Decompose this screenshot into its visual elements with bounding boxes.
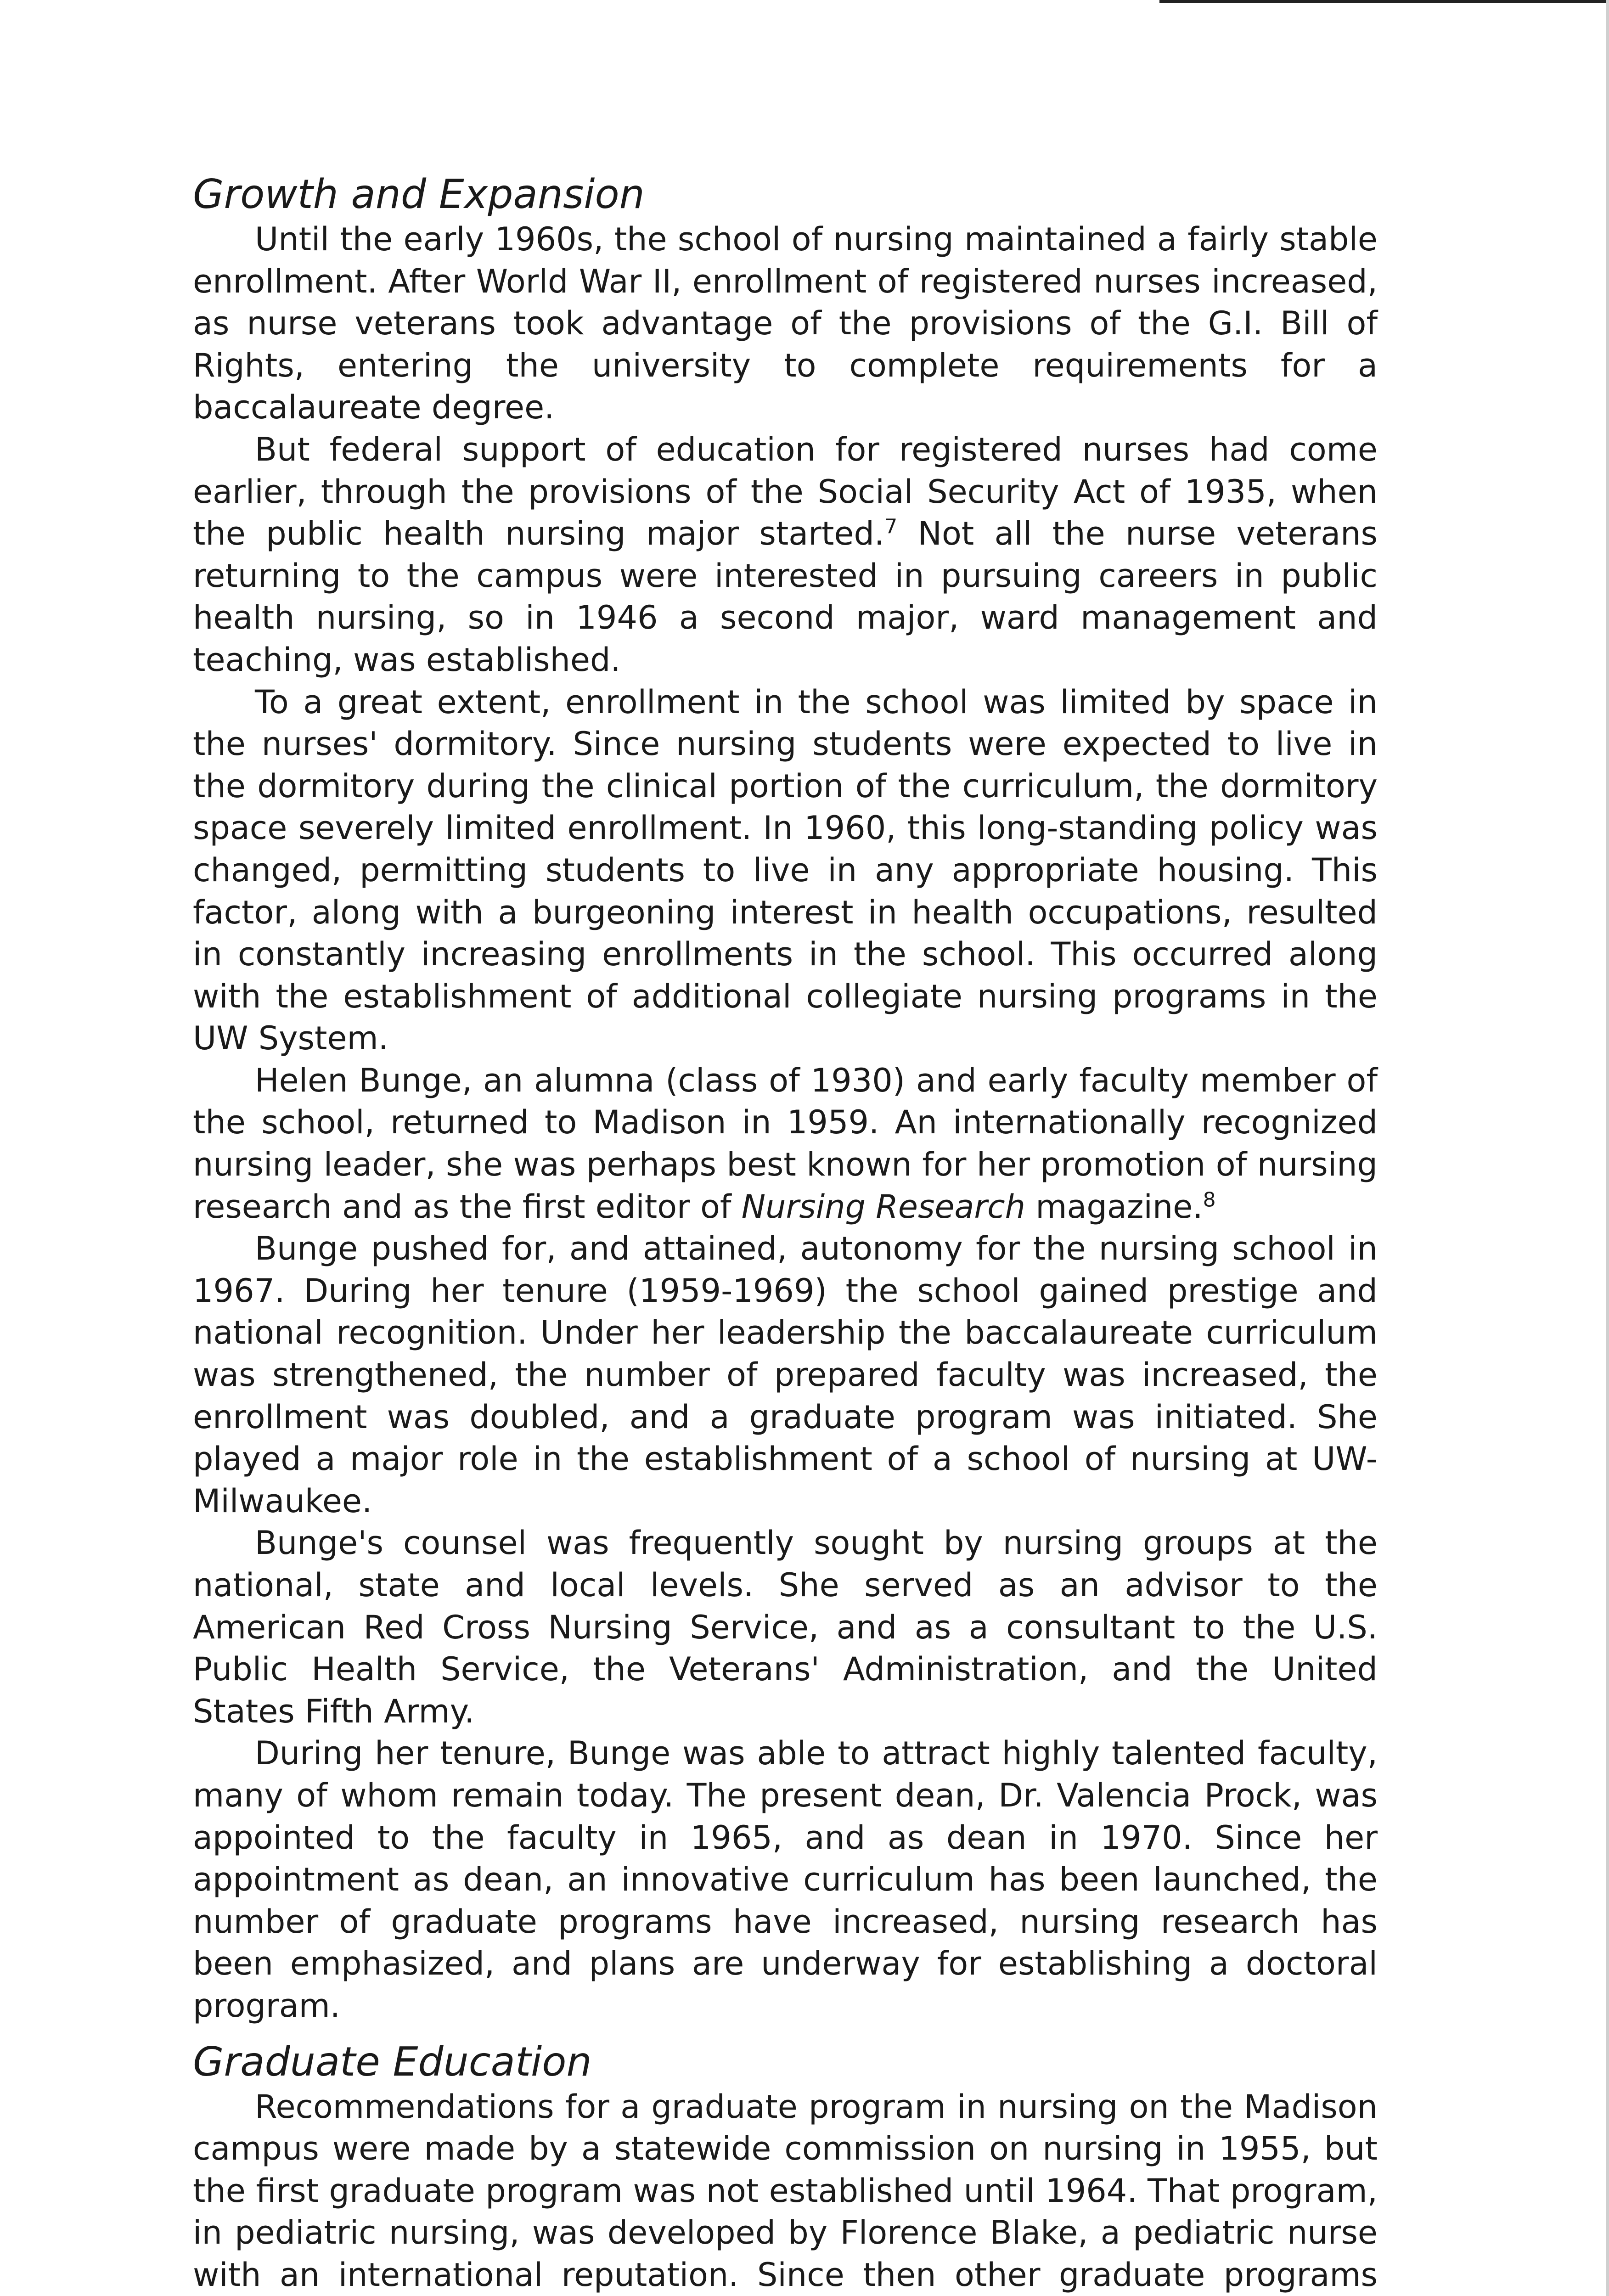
paragraph-text: To a great extent, enrollment in the school was limited by space in the nurses' dormitory. Since nursing students were expected to live in the dormitory during the clinical portion of the curriculum, the dormitory space severely limited enrollment. In 1960, this long-standing policy was changed, permitting students to live in any appropriate housing. This factor, along with a burgeoning interest in health occupations, resulted in constantly increasing enrollments in the school. This occurred along with the establishment of additional collegiate nursing programs in the UW System.	[193, 683, 1378, 1058]
paragraph	[193, 1733, 1378, 2027]
paragraph	[193, 1228, 1378, 1522]
paragraph	[193, 681, 1378, 1060]
paragraph	[193, 1522, 1378, 1733]
paragraph-text: Helen Bunge, an alumna (class of 1930) and early faculty member of the school, returned to Madison in 1959. An internationally recognized nursing leader, she was perhaps best known for her promotion of nursing research and as the first editor of	[193, 1061, 1378, 1226]
footnote-marker: 8	[1203, 1188, 1216, 1212]
paragraph	[193, 429, 1378, 681]
paragraph-text: During her tenure, Bunge was able to attract highly talented faculty, many of whom remain today. The present dean, Dr. Valencia Prock, was appointed to the faculty in 1965, and as dean in 1970. Since her appointment as dean, an innovative curriculum has been launched, the number of graduate programs have increased, nursing research has been emphasized, and plans are underway for establishing a doctoral program.	[193, 1734, 1378, 2025]
journal-title: Nursing Research	[741, 1187, 1026, 1226]
text-column	[193, 170, 1378, 2296]
paragraph-text: Recommendations for a graduate program in nursing on the Madison campus were made by a statewide commission on nursing in 1955, but the first graduate program was not established until 1964. That program, in pediatric nursing, was developed by Florence Blake, a pediatric nurse with an international reputation. Since then other graduate programs	[193, 2088, 1378, 2294]
paragraph-text: Bunge pushed for, and attained, autonomy for the nursing school in 1967. During her tenure (1959-1969) the school gained prestige and national recognition. Under her leadership the baccalaureate curriculum was strengthened, the number of prepared faculty was increased, the enrollment was doubled, and a graduate program was initiated. She played a major role in the establishment of a school of nursing at UW-Milwaukee.	[193, 1230, 1378, 1520]
paragraph	[193, 1060, 1378, 1228]
section-heading: Graduate Education	[193, 2038, 592, 2085]
section-graduate-education	[193, 2037, 1378, 2296]
page-edge-right	[1606, 0, 1609, 2296]
section-heading: Growth and Expansion	[193, 171, 645, 218]
paragraph-text-continued: magazine.	[1025, 1187, 1203, 1226]
footnote-marker: 7	[884, 515, 898, 539]
paragraph-text: But federal support of education for registered nurses had come earlier, through the provisions of the Social Security Act of 1935, when the public health nursing major started.	[193, 430, 1378, 553]
paragraph	[193, 2086, 1378, 2296]
section-growth-and-expansion	[193, 170, 1378, 2027]
paragraph-text: Until the early 1960s, the school of nursing maintained a fairly stable enrollment. After World War II, enrollment of registered nurses increased, as nurse veterans took advantage of the provisions of the G.I. Bill of Rights, entering the university to complete requirements for a baccalaureate degree.	[193, 220, 1378, 427]
page-edge-top	[1159, 0, 1609, 3]
paragraph	[193, 219, 1378, 429]
paragraph-text-continued: Not all the nurse veterans returning to the campus were interested in pursuing careers in public health nursing, so in 1946 a second major, ward management and teaching, was established.	[193, 515, 1378, 679]
paragraph-text: Bunge's counsel was frequently sought by nursing groups at the national, state and local levels. She served as an advisor to the American Red Cross Nursing Service, and as a consultant to the U.S. Public Health Service, the Veterans' Administration, and the United States Fifth Army.	[193, 1524, 1378, 1730]
